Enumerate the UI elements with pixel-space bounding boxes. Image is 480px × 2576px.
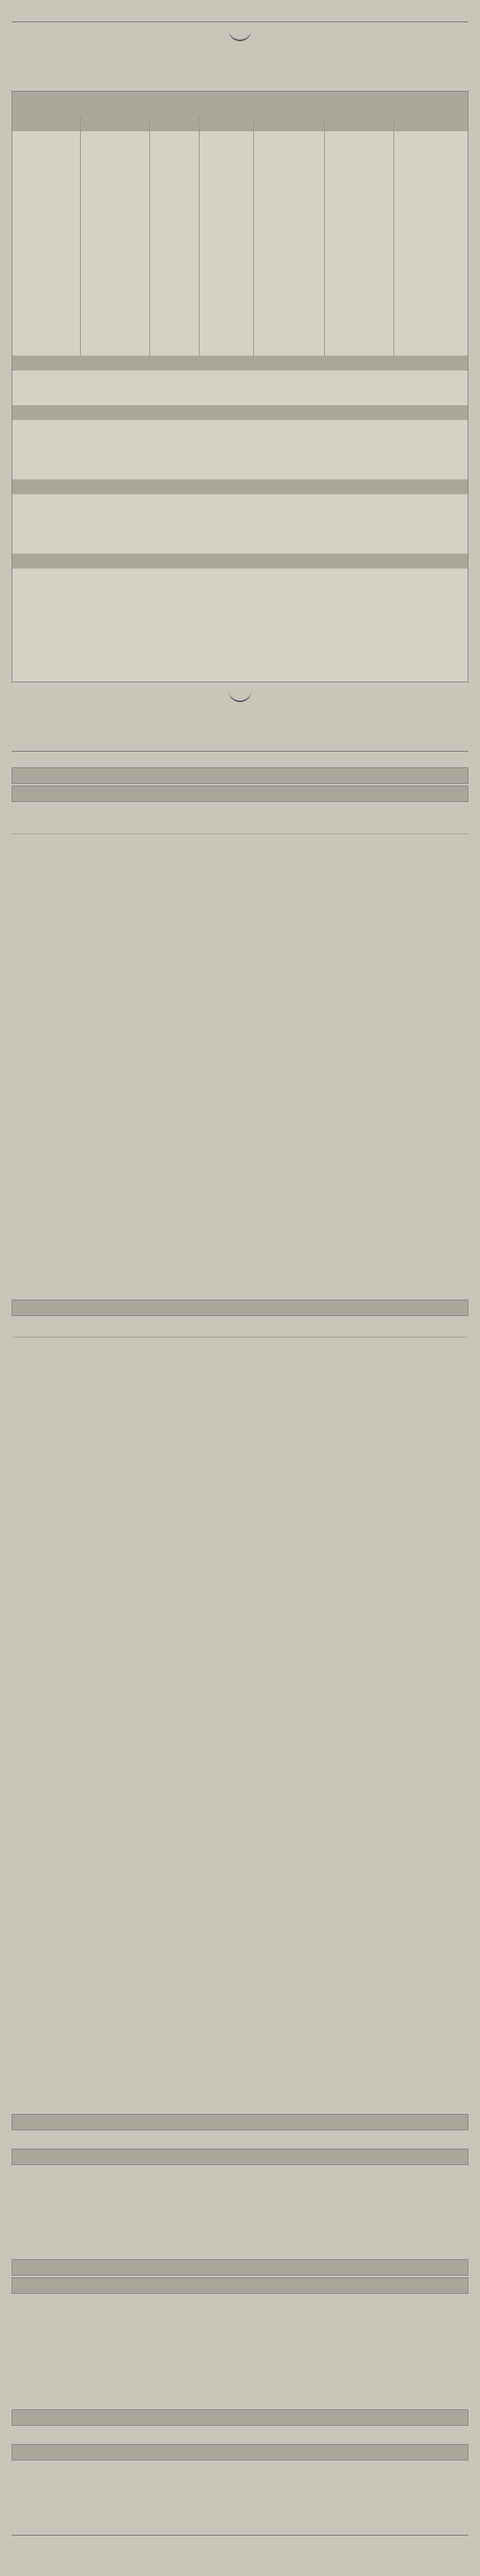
forex-column-divider — [80, 116, 81, 356]
intro-band — [12, 92, 468, 116]
nfcd-band — [12, 554, 468, 569]
not-entering-subheading — [12, 2444, 468, 2460]
forex-column-divider — [393, 116, 394, 356]
outer-anchorage-subheading — [12, 1300, 468, 1316]
export-bills-band — [12, 356, 468, 370]
forex-column-divider — [324, 116, 325, 356]
outer-anchorage-subheading-2 — [12, 2259, 468, 2276]
forex-column-divider — [149, 116, 150, 356]
ready-on-subheading — [12, 2277, 468, 2294]
masthead — [12, 5, 468, 22]
ornament-icon — [228, 689, 252, 702]
tanker-subheading — [12, 2114, 468, 2130]
footer-note — [12, 2535, 468, 2564]
asian-currencies-band — [12, 405, 468, 420]
berth-position-subheading — [12, 786, 468, 802]
section-divider — [12, 751, 468, 752]
currency-tables — [12, 91, 468, 682]
forex-column-divider — [199, 116, 200, 356]
ornament-icon — [228, 28, 252, 41]
usd-band — [12, 479, 468, 494]
anchorage-header-rule — [12, 1337, 468, 1338]
berth-header-rule — [12, 833, 468, 834]
awaiting-instruction-subheading — [12, 2409, 468, 2426]
forex-column-divider — [253, 116, 254, 356]
kutubdia-subheading — [12, 2149, 468, 2165]
port-subheading — [12, 767, 468, 784]
